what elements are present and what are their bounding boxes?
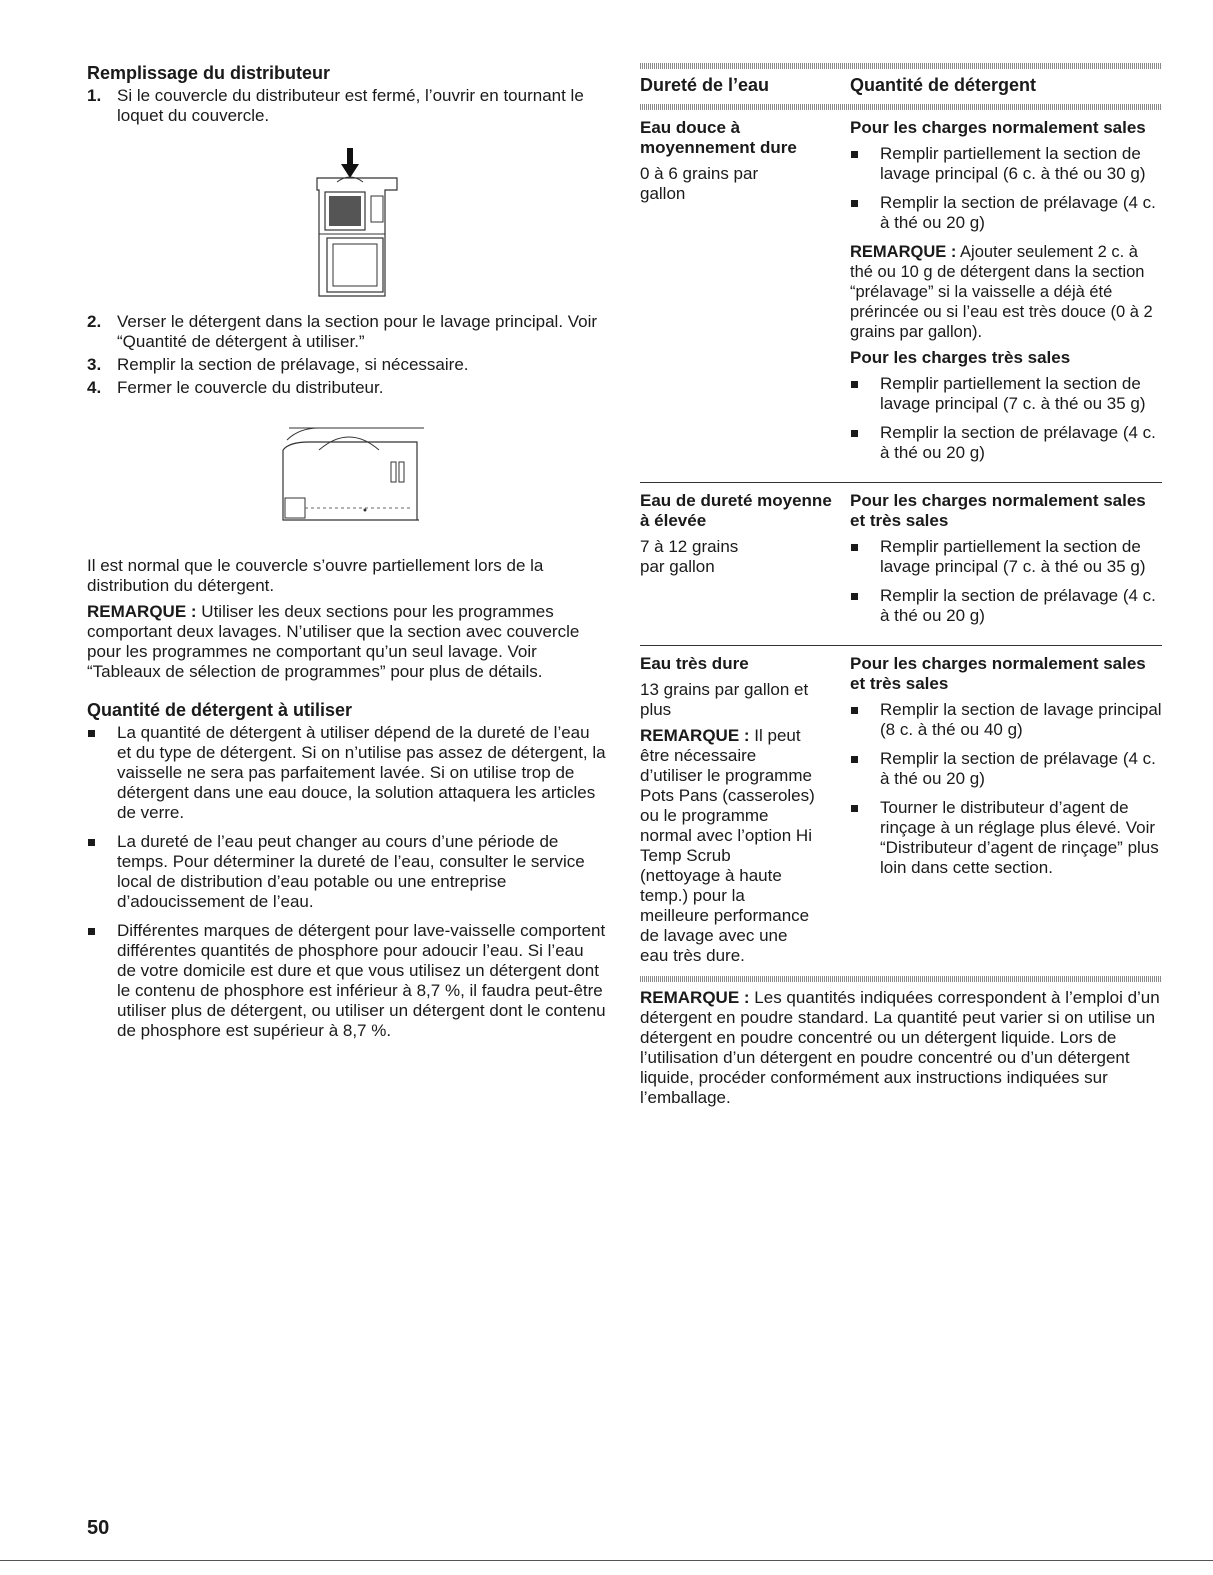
load-subtitle: Pour les charges très sales [850, 348, 1071, 367]
instruction-item: Remplir partiellement la section de lavage principal (6 c. à thé ou 30 g) [850, 144, 1162, 184]
sections-remark [87, 602, 607, 682]
hardness-value: 0 à 6 grains par gallon [640, 164, 759, 203]
step-number: 3. [87, 355, 102, 374]
remark-label: REMARQUE : [87, 602, 197, 621]
remark-label: REMARQUE : [640, 988, 750, 1007]
step-text: Fermer le couvercle du distributeur. [117, 378, 384, 397]
detergent-table [640, 63, 1162, 1108]
remark-text: Il peut être nécessaire d’utiliser le programme Pots Pans (casseroles) ou le programme normal avec l’option Hi Temp Scrub (nettoyage à haute temp.) pour la meilleure performance de lavage avec une eau très dure. [640, 726, 815, 965]
step-number: 4. [87, 378, 102, 397]
instruction-list [850, 700, 1162, 878]
instruction-list [850, 537, 1162, 626]
col-header-hardness: Dureté de l’eau [640, 75, 770, 95]
step-1 [87, 86, 607, 126]
table-header-row [640, 69, 1162, 104]
filling-title: Remplissage du distributeur [87, 63, 331, 83]
instruction-list [850, 144, 1162, 233]
table-row [640, 110, 1162, 482]
load-subtitle: Pour les charges normalement sales et très sales [850, 654, 1146, 693]
step-text: Verser le détergent dans la section pour le lavage principal. Voir “Quantité de détergent à utiliser.” [117, 312, 598, 351]
page-bottom-rule [0, 1560, 1213, 1561]
remark-label: REMARQUE : [640, 726, 750, 745]
hardness-value: 7 à 12 grains par gallon [640, 537, 739, 576]
load-subtitle: Pour les charges normalement sales [850, 118, 1146, 137]
normal-opening-note: Il est normal que le couvercle s’ouvre partiellement lors de la distribution du détergent. [87, 556, 544, 595]
remark-text: Utiliser les deux sections pour les programmes comportant deux lavages. N’utiliser que la section avec couvercle pour les programmes ne comportant qu’un seul lavage. Voir “Tableaux de sélection de programmes” pour plus de détails. [87, 602, 580, 681]
col-header-quantity: Quantité de détergent [850, 75, 1037, 95]
prewash-remark [850, 242, 1162, 342]
instruction-item: Remplir la section de prélavage (4 c. à thé ou 20 g) [850, 193, 1162, 233]
page-number: 50 [87, 1517, 110, 1539]
quantity-bullet: Différentes marques de détergent pour lave-vaisselle comportent différentes quantités de phosphore pour adoucir l’eau. Si l’eau de votre domicile est dure et que vous utilisez un détergent dont le contenu de phosphore est inférieur à 8,7 %, il faudra peut-être utiliser plus de détergent, ou utiliser un détergent dont le contenu de phosphore est supérieur à 8,7 %. [87, 921, 607, 1041]
dispenser-open-icon [297, 148, 417, 298]
table-row [640, 646, 1162, 976]
instruction-item: Remplir partiellement la section de lavage principal (7 c. à thé ou 35 g) [850, 537, 1162, 577]
instruction-item: Remplir la section de prélavage (4 c. à thé ou 20 g) [850, 423, 1162, 463]
step-2 [87, 312, 607, 352]
table-row [640, 483, 1162, 645]
hardness-title: Eau de dureté moyenne à élevée [640, 491, 832, 530]
instruction-list [850, 374, 1162, 463]
step-text: Remplir la section de prélavage, si nécessaire. [117, 355, 469, 374]
table-footer-remark [640, 988, 1162, 1108]
hardness-value: 13 grains par gallon et plus [640, 680, 809, 719]
step-4 [87, 378, 607, 398]
quantity-bullet: La quantité de détergent à utiliser dépend de la dureté de l’eau et du type de détergent. Si on n’utilise pas assez de détergent, la vaisselle ne sera pas parfaitement lavée. Si on utilise trop de détergent dans une eau douce, la solution attaquera les articles de verre. [87, 723, 607, 823]
quantity-title: Quantité de détergent à utiliser [87, 700, 353, 720]
step-number: 1. [87, 86, 102, 105]
remark-text: Ajouter seulement 2 c. à thé ou 10 g de détergent dans la section “prélavage” si la vaisselle a déjà été prérincée ou si l’eau est très douce (0 à 2 grains par gallon). [850, 243, 1153, 341]
dispenser-closed-icon [279, 420, 429, 530]
hardness-title: Eau douce à moyennement dure [640, 118, 797, 157]
hardness-title: Eau très dure [640, 654, 749, 673]
filling-steps [87, 86, 607, 126]
instruction-item: Remplir partiellement la section de lavage principal (7 c. à thé ou 35 g) [850, 374, 1162, 414]
filling-steps-continued [87, 312, 607, 398]
table-bottom-rule [640, 976, 1162, 982]
quantity-bullets [87, 723, 607, 1041]
instruction-item: Tourner le distributeur d’agent de rinçage à un réglage plus élevé. Voir “Distributeur d’agent de rinçage” plus loin dans cette section. [850, 798, 1162, 878]
instruction-item: Remplir la section de prélavage (4 c. à thé ou 20 g) [850, 586, 1162, 626]
step-text: Si le couvercle du distributeur est fermé, l’ouvrir en tournant le loquet du couvercle. [117, 86, 584, 125]
instruction-item: Remplir la section de prélavage (4 c. à thé ou 20 g) [850, 749, 1162, 789]
dispenser-closed-illustration [279, 420, 429, 530]
quantity-bullet: La dureté de l’eau peut changer au cours d’une période de temps. Pour déterminer la dureté de l’eau, consulter le service local de distribution d’eau potable ou une entreprise d’adoucissement de l’eau. [87, 832, 607, 912]
remark-label: REMARQUE : [850, 243, 957, 261]
dispenser-open-illustration [297, 148, 417, 298]
instruction-item: Remplir la section de lavage principal (8 c. à thé ou 40 g) [850, 700, 1162, 740]
step-3 [87, 355, 607, 375]
load-subtitle: Pour les charges normalement sales et très sales [850, 491, 1146, 530]
step-number: 2. [87, 312, 102, 331]
very-hard-remark [640, 726, 815, 966]
left-column [87, 63, 607, 1050]
remark-text: Les quantités indiquées correspondent à l’emploi d’un détergent en poudre standard. La quantité peut varier si on utilise un détergent en poudre concentré ou un détergent liquide. Lors de l’utilisation d’un détergent en poudre concentré ou d’un détergent liquide, procéder conformément aux instructions indiquées sur l’emballage. [640, 988, 1160, 1107]
